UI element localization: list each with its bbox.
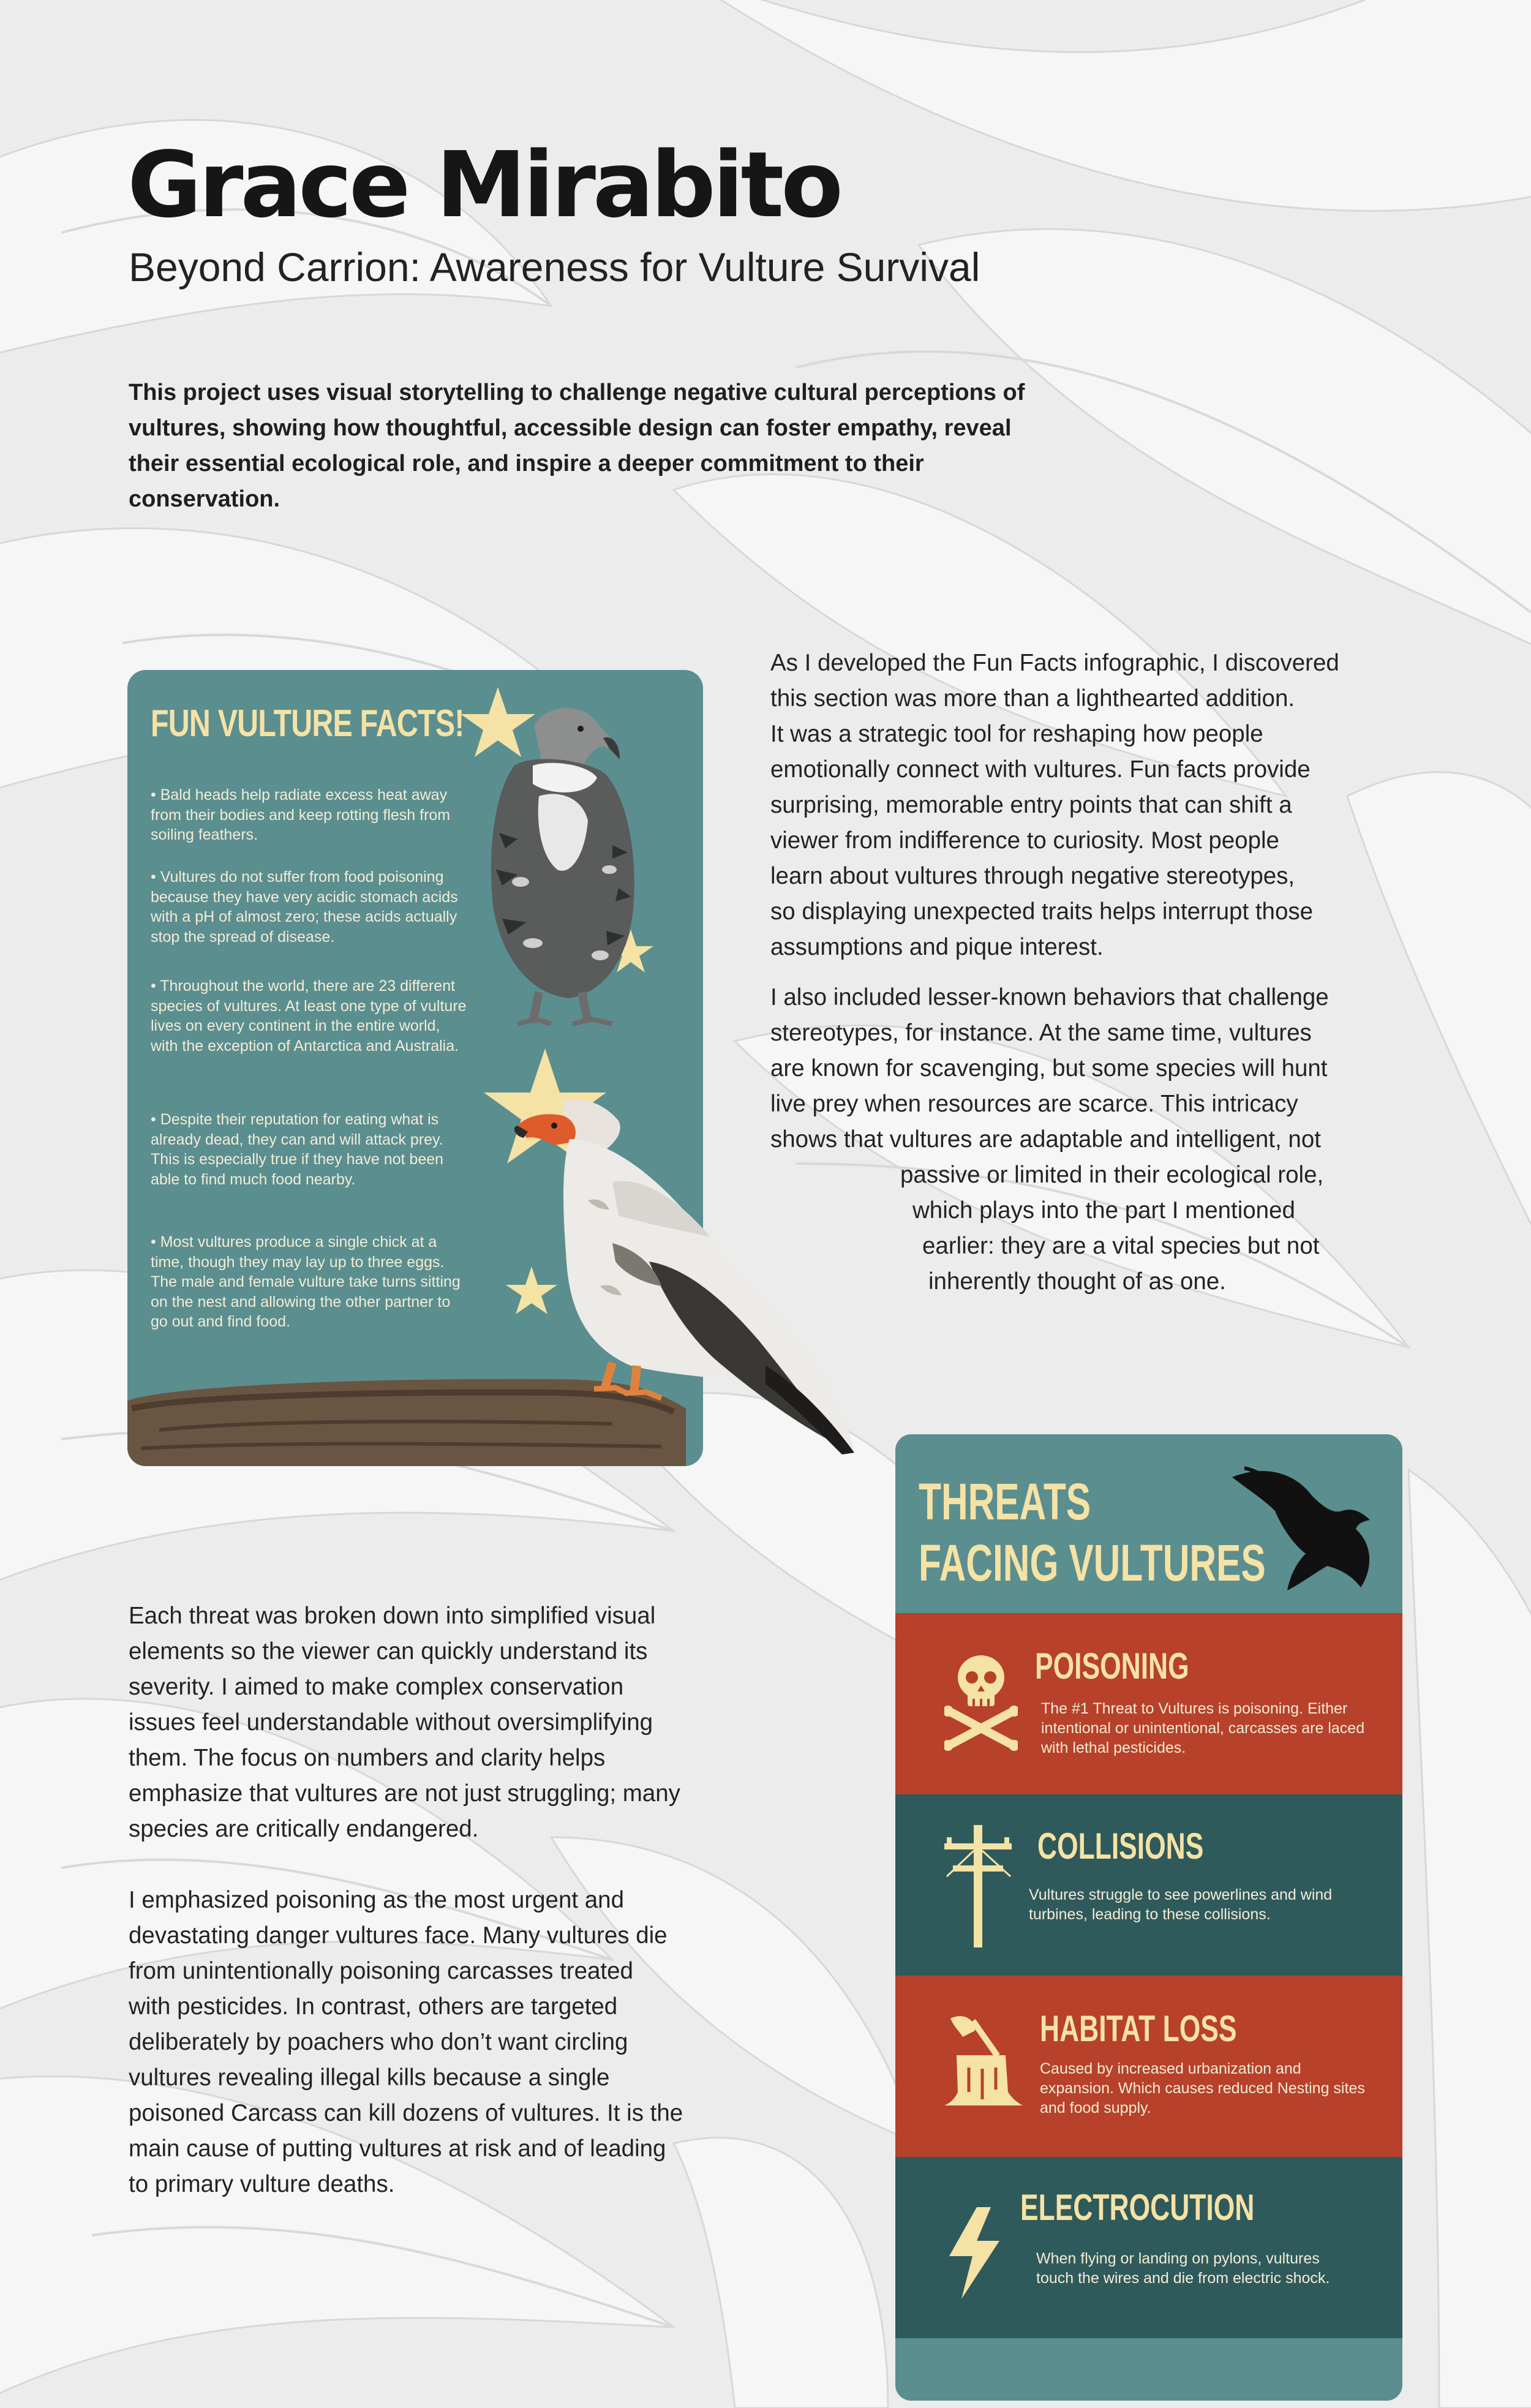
log-illustration — [122, 1379, 686, 1466]
threats-reflection — [129, 1598, 772, 2202]
text-line: deliberately by poachers who don’t want circling — [129, 2029, 628, 2055]
text-line: severity. I aimed to make complex conservation — [129, 1674, 624, 1700]
text-line: devastating danger vultures face. Many vultures die — [129, 1922, 668, 1949]
text-line: inherently thought of as one. — [928, 1268, 1226, 1295]
text-line: elements so the viewer can quickly understand its — [129, 1638, 648, 1665]
text-line: this section was more than a lighthearted addition. — [770, 685, 1295, 712]
text-line: issues feel understandable without oversimplifying — [129, 1709, 653, 1736]
text-line: species are critically endangered. — [129, 1816, 479, 1842]
text-line: with pesticides. In contrast, others are targeted — [129, 1993, 618, 2020]
lightning-bolt-icon — [943, 2207, 1004, 2299]
star-icon — [506, 1266, 557, 1314]
fun-fact-item: • Bald heads help radiate excess heat away from their bodies and keep rotting flesh from soiling feathers. — [151, 785, 457, 845]
text-line: from unintentionally poisoning carcasses treated — [129, 1958, 633, 1984]
text-line: poisoned Carcass can kill dozens of vultures. It is the — [129, 2100, 683, 2126]
threat-row-poisoning — [895, 1613, 1402, 1794]
text-line: It was a strategic tool for reshaping how people — [770, 721, 1263, 747]
threats-footer — [895, 2370, 1402, 2401]
fun-facts-title: FUN VULTURE FACTS! — [151, 702, 464, 745]
text-line: Each threat was broken down into simplified visual — [129, 1603, 656, 1629]
text-line: live prey when resources are scarce. This intricacy — [770, 1091, 1298, 1117]
threat-row-collisions — [895, 1794, 1402, 1976]
fun-fact-item: • Throughout the world, there are 23 different species of vultures. At least one type of vulture lives on every continent in the entire world, with the exception of Antarctica and Australia. — [151, 976, 469, 1056]
tree-stump-axe-icon — [944, 2012, 1024, 2110]
threat-name: ELECTROCUTION — [1020, 2187, 1255, 2228]
threat-name: HABITAT LOSS — [1040, 2008, 1237, 2049]
threats-title-line: THREATS — [919, 1473, 1091, 1530]
threats-title — [919, 1471, 1266, 1593]
intro-paragraph: This project uses visual storytelling to challenge negative cultural perceptions of vultures, showing how thoughtful, accessible design can foster empathy, reveal their essential ecological role, and inspire a deeper commitment to their conservation. — [129, 380, 1025, 512]
threat-description: The #1 Threat to Vultures is poisoning. Either intentional or unintentional, carcasses are laced with lethal pesticides. — [1041, 1700, 1365, 1756]
threats-panel — [895, 1434, 1402, 2401]
text-line: viewer from indifference to curiosity. Most people — [770, 827, 1279, 854]
threats-title-line: FACING VULTURES — [919, 1534, 1266, 1592]
power-pole-icon — [938, 1825, 1018, 1947]
text-line: main cause of putting vultures at risk and of leading — [129, 2135, 666, 2162]
text-line: stereotypes, for instance. At the same time, vultures — [770, 1020, 1312, 1046]
text-line: shows that vultures are adaptable and intelligent, not — [770, 1126, 1321, 1153]
text-line: emphasize that vultures are not just struggling; many — [129, 1780, 680, 1807]
fun-fact-item: • Despite their reputation for eating what is already dead, they can and will attack prey. This is especially true if they have not been able to find much food nearby. — [151, 1110, 457, 1189]
threat-description: Vultures struggle to see powerlines and wind turbines, leading to these collisions. — [1029, 1886, 1333, 1923]
text-line: emotionally connect with vultures. Fun facts provide — [770, 756, 1311, 783]
fun-facts-reflection — [770, 645, 1444, 1300]
threat-description: When flying or landing on pylons, vultures touch the wires and die from electric shock. — [1036, 2250, 1330, 2287]
threat-row-habitat-loss — [895, 1976, 1402, 2157]
text-line: earlier: they are a vital species but not — [922, 1233, 1320, 1259]
griffon-vulture-illustration — [491, 708, 634, 1024]
text-line: which plays into the part I mentioned — [912, 1197, 1295, 1224]
page-subtitle: Beyond Carrion: Awareness for Vulture Survival — [129, 244, 980, 290]
text-line: them. The focus on numbers and clarity helps — [129, 1745, 606, 1771]
text-line: learn about vultures through negative stereotypes, — [770, 863, 1295, 889]
text-line: assumptions and pique interest. — [770, 934, 1104, 960]
page-title: Grace Mirabito — [127, 132, 840, 238]
text-line: surprising, memorable entry points that can shift a — [770, 792, 1292, 818]
threat-name: COLLISIONS — [1037, 1826, 1204, 1867]
flying-vulture-icon — [1220, 1453, 1379, 1600]
star-icon — [461, 687, 535, 757]
threat-description: Caused by increased urbanization and expansion. Which causes reduced Nesting sites and food supply. — [1040, 2060, 1365, 2116]
threat-name: POISONING — [1035, 1646, 1189, 1687]
fun-fact-item: • Most vultures produce a single chick at a time, though they may lay up to three eggs. The male and female vulture take turns sitting on the nest and allowing the other partner to go out and find food. — [151, 1232, 463, 1332]
text-line: so displaying unexpected traits helps interrupt those — [770, 898, 1314, 925]
text-line: I emphasized poisoning as the most urgent and — [129, 1887, 625, 1913]
text-line: I also included lesser-known behaviors that challenge — [770, 984, 1329, 1010]
skull-crossbones-icon — [944, 1650, 1018, 1754]
text-line: are known for scavenging, but some species will hunt — [770, 1055, 1328, 1082]
text-line: vultures revealing illegal kills because a single — [129, 2064, 610, 2091]
text-line: passive or limited in their ecological role, — [900, 1162, 1324, 1188]
threat-row-electrocution — [895, 2157, 1402, 2338]
text-line: to primary vulture deaths. — [129, 2171, 395, 2197]
text-line: As I developed the Fun Facts infographic, I discovered — [770, 650, 1339, 676]
fun-fact-item: • Vultures do not suffer from food poisoning because they have very acidic stomach acids with a pH of almost zero; these acids actually stop the spread of disease. — [151, 867, 469, 947]
